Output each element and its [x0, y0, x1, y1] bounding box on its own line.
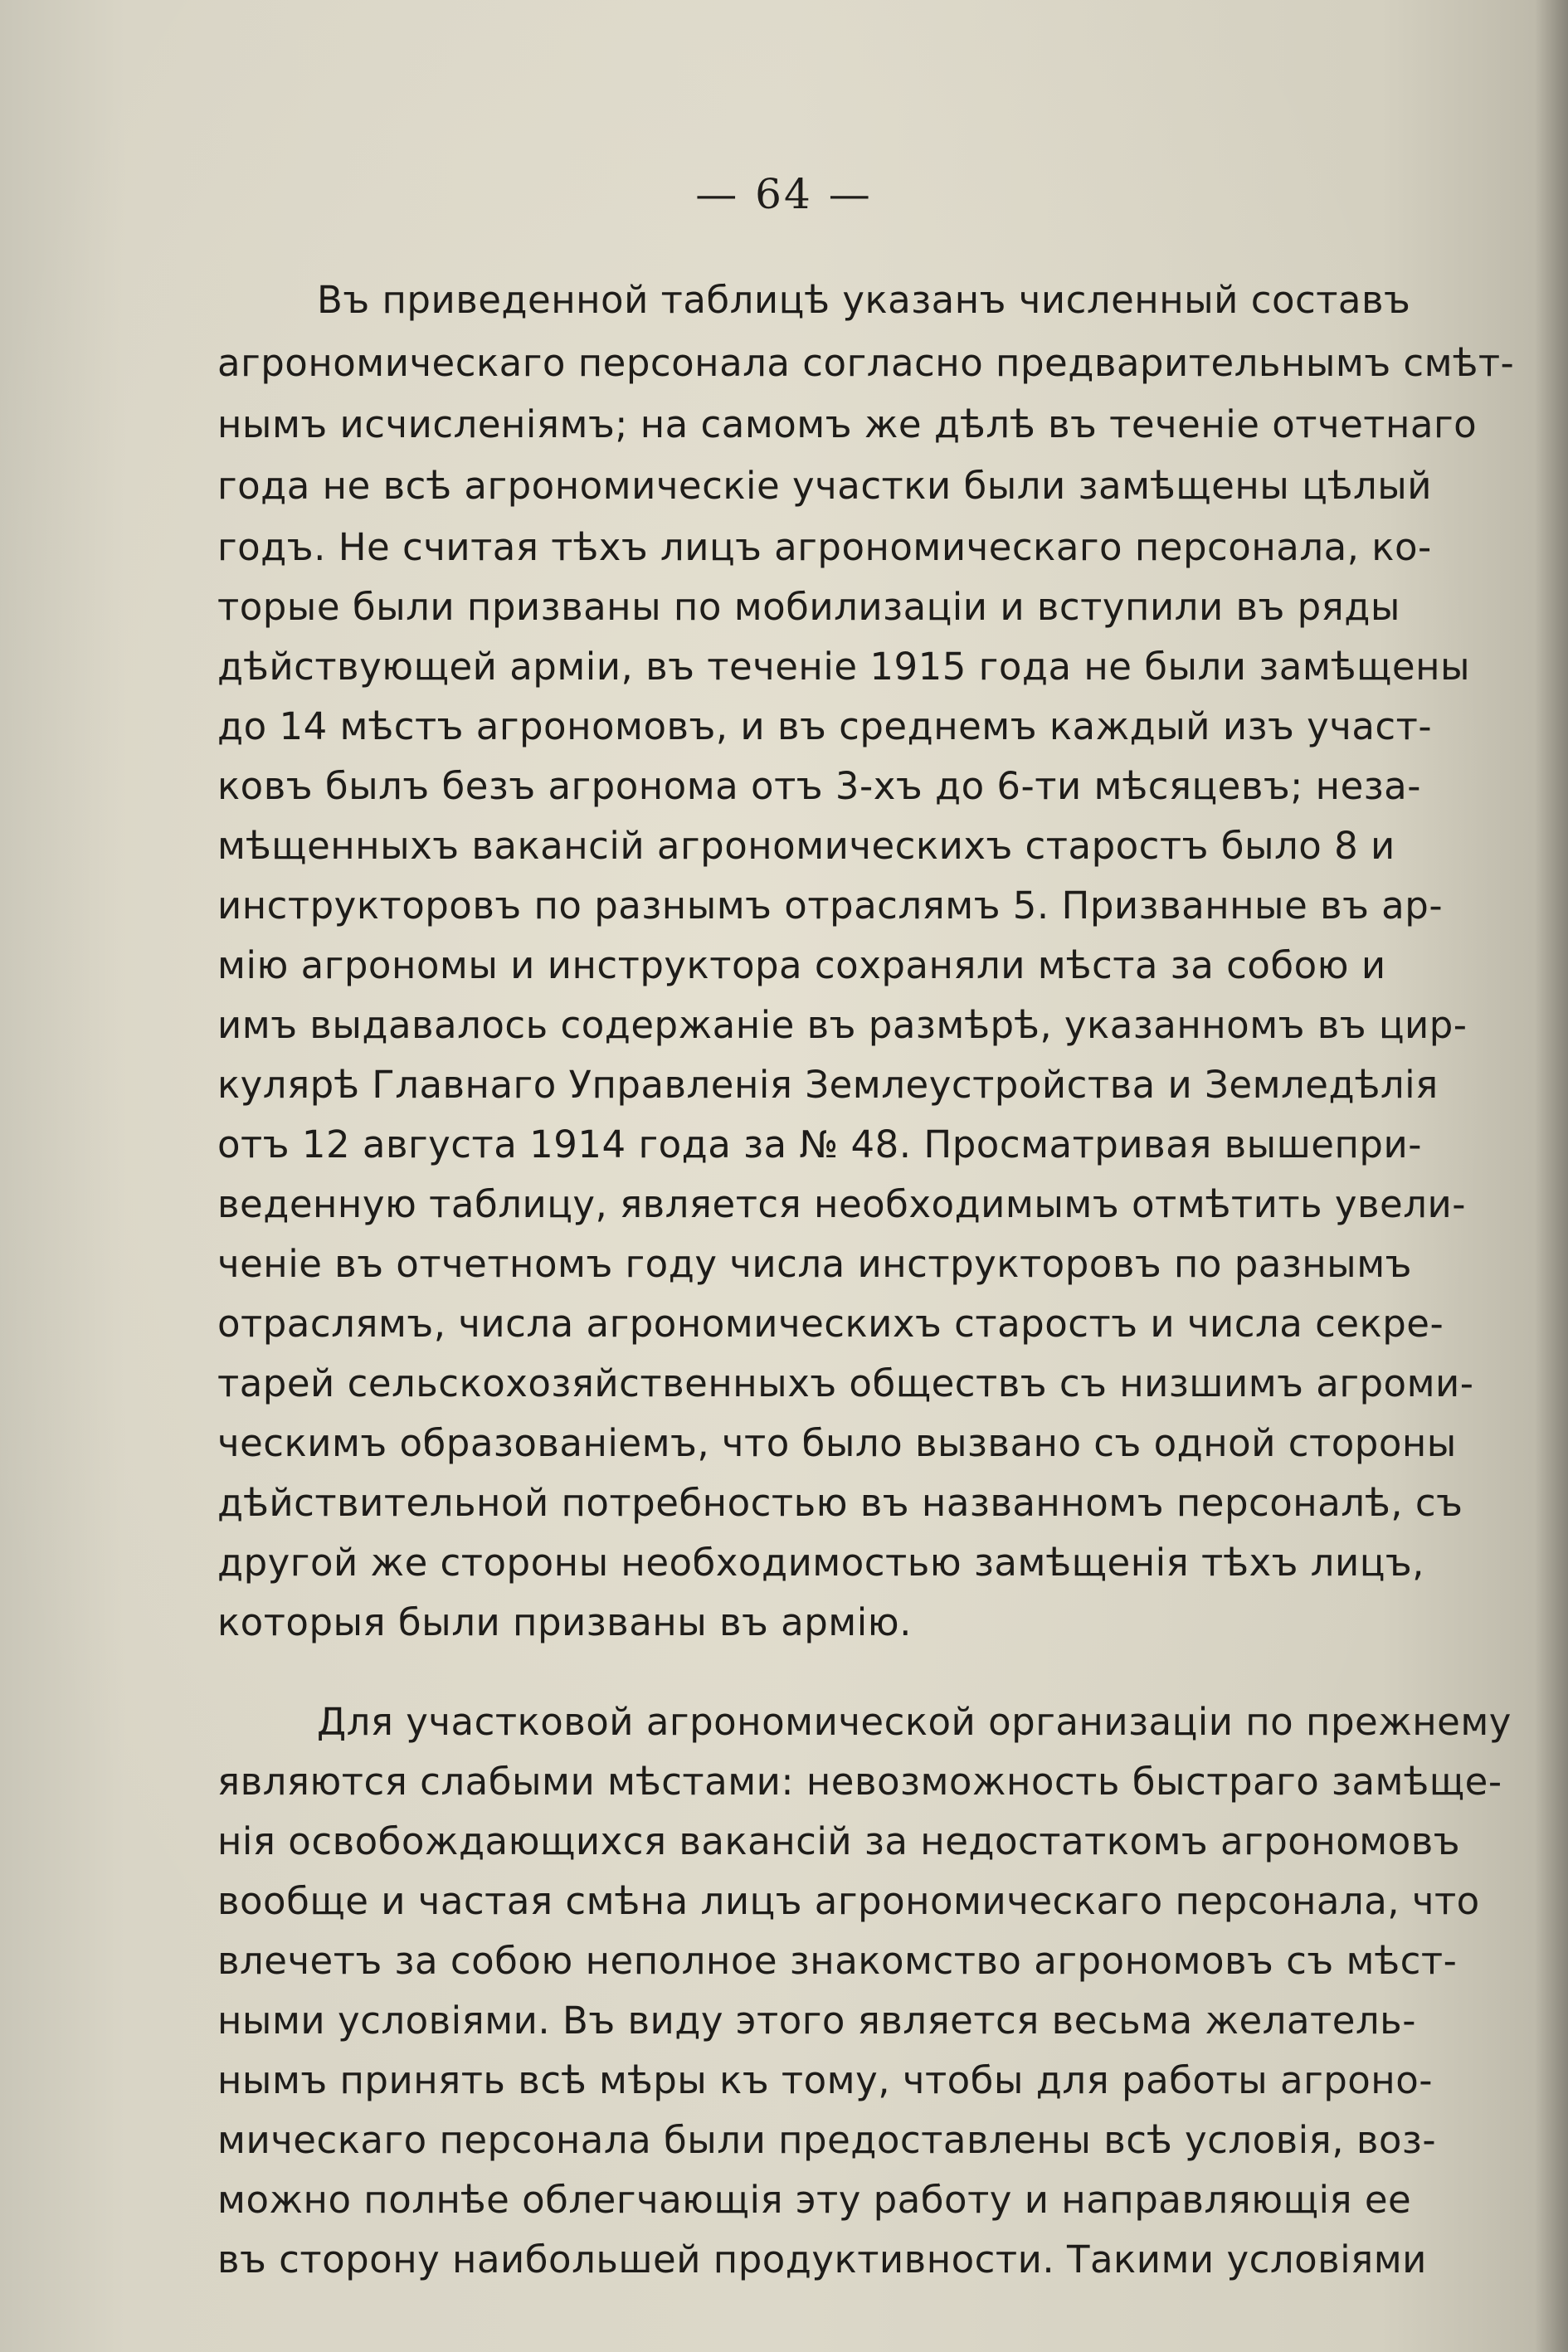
text-line: веденную таблицу, является необходимымъ отмѣтить увели-: [217, 1182, 1466, 1226]
text-line: годъ. Не считая тѣхъ лицъ агрономическаго персонала, ко-: [217, 525, 1432, 569]
text-line: влечетъ за собою неполное знакомство агрономовъ съ мѣст-: [217, 1939, 1458, 1983]
text-line: ными условіями. Въ виду этого является весьма желатель-: [217, 1999, 1416, 2043]
text-line: другой же стороны необходимостью замѣщенія тѣхъ лицъ,: [217, 1541, 1424, 1585]
text-line: мію агрономы и инструктора сохраняли мѣста за собою и: [217, 943, 1386, 987]
text-line: года не всѣ агрономическіе участки были замѣщены цѣлый: [217, 464, 1433, 508]
text-line: въ сторону наибольшей продуктивности. Такими условіями: [217, 2238, 1427, 2281]
text-line: можно полнѣе облегчающія эту работу и направляющія ее: [217, 2178, 1412, 2222]
text-line: Для участковой агрономической организаціи по прежнему: [317, 1700, 1512, 1744]
text-line: мѣщенныхъ вакансій агрономическихъ старостъ было 8 и: [217, 824, 1395, 868]
text-line: мическаго персонала были предоставлены всѣ условія, воз-: [217, 2118, 1437, 2162]
text-line: являются слабыми мѣстами: невозможность быстраго замѣще-: [217, 1760, 1502, 1804]
text-line: нія освобождающихся вакансій за недостаткомъ агрономовъ: [217, 1819, 1461, 1863]
text-line: ченіе въ отчетномъ году числа инструкторовъ по разнымъ: [217, 1242, 1412, 1286]
text-line: которыя были призваны въ армію.: [217, 1600, 912, 1644]
text-line: кулярѣ Главнаго Управленія Землеустройства и Земледѣлія: [217, 1063, 1439, 1107]
text-line: нымъ принять всѣ мѣры къ тому, чтобы для работы агроно-: [217, 2058, 1433, 2102]
text-line: имъ выдавалось содержаніе въ размѣрѣ, указанномъ въ цир-: [217, 1003, 1468, 1047]
text-line: вообще и частая смѣна лицъ агрономическаго персонала, что: [217, 1879, 1480, 1923]
text-line: агрономическаго персонала согласно предварительнымъ смѣт-: [217, 341, 1515, 385]
page-number: — 64 —: [695, 170, 873, 218]
text-line: нымъ исчисленіямъ; на самомъ же дѣлѣ въ теченіе отчетнаго: [217, 402, 1478, 446]
text-line: торые были призваны по мобилизаціи и вступили въ ряды: [217, 585, 1400, 629]
text-line: тарей сельскохозяйственныхъ обществъ съ низшимъ агроми-: [217, 1361, 1474, 1405]
text-line: ческимъ образованіемъ, что было вызвано съ одной стороны: [217, 1421, 1457, 1465]
text-line: отраслямъ, числа агрономическихъ старостъ и числа секре-: [217, 1302, 1444, 1346]
text-line: инструкторовъ по разнымъ отраслямъ 5. Призванные въ ар-: [217, 884, 1444, 928]
text-line: отъ 12 августа 1914 года за № 48. Просматривая вышепри-: [217, 1122, 1422, 1166]
text-line: дѣйствующей арміи, въ теченіе 1915 года не были замѣщены: [217, 645, 1471, 689]
text-line: Въ приведенной таблицѣ указанъ численный составъ: [317, 278, 1411, 322]
text-line: дѣйствительной потребностью въ названномъ персоналѣ, съ: [217, 1481, 1463, 1525]
text-line: до 14 мѣстъ агрономовъ, и въ среднемъ каждый изъ участ-: [217, 704, 1433, 748]
text-line: ковъ былъ безъ агронома отъ 3-хъ до 6-ти мѣсяцевъ; неза-: [217, 764, 1421, 808]
